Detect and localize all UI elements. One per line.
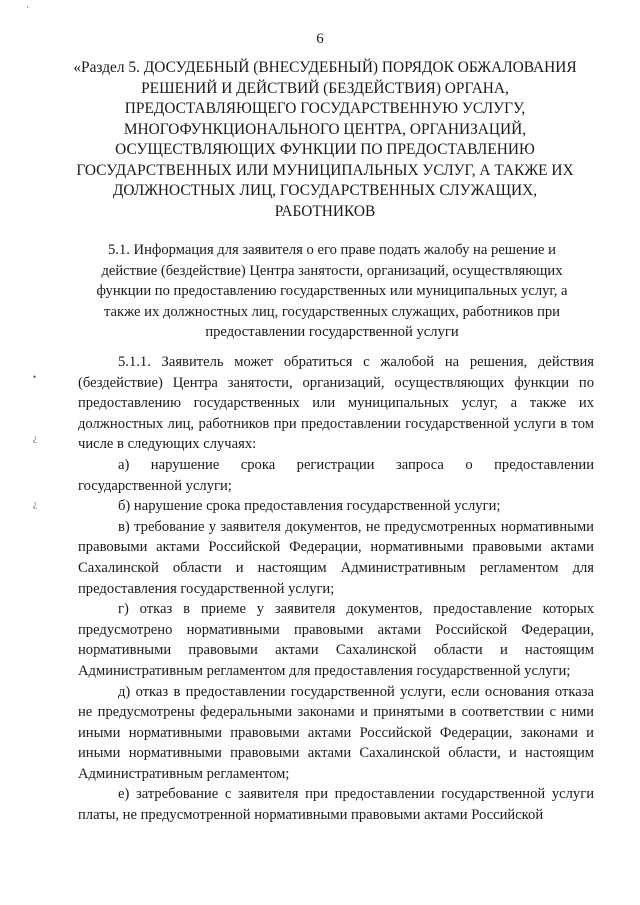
scan-mark: · [26, 2, 29, 12]
list-item-d: д) отказ в предоставлении государственной услуги, если основания отказа не предусмотрены федеральными законами и принятыми в соответствии с ними иными нормативными правовыми актами Российской Федерации, законами и иными нормативными правовыми актами Сахалинской области, и настоящим Административным регламентом; [78, 683, 594, 782]
page-number: 6 [316, 31, 324, 47]
scan-mark: • [33, 372, 37, 382]
list-item-v: в) требование у заявителя документов, не предусмотренных нормативными правовыми актами Российской Федерации, нормативными правовыми актами Сахалинской области и настоящим Административным регламентом для предоставления государственной услуги; [78, 518, 594, 597]
list-item-e: е) затребование с заявителя при предоставлении государственной услуги платы, не предусмотренной нормативными правовыми актами Российской [78, 786, 594, 824]
scan-mark: ¿ [33, 433, 37, 443]
paragraph-5-1-1: 5.1.1. Заявитель может обратиться с жалобой на решения, действия (бездействие) Центра занятости, организаций, осуществляющих функции по предоставлению государственных или муниципальных услуг, а также их должностных лиц, работников при предоставлении государственной услуги в том числе в следующих случаях: [78, 354, 594, 453]
list-item-b: б) нарушение срока предоставления государственной услуги; [118, 498, 501, 515]
section-title: «Раздел 5. ДОСУДЕБНЫЙ (ВНЕСУДЕБНЫЙ) ПОРЯДОК ОБЖАЛОВАНИЯ РЕШЕНИЙ И ДЕЙСТВИЙ (БЕЗДЕЙСТВИЯ) ОРГАНА, ПРЕДОСТАВЛЯЮЩЕГО ГОСУДАРСТВЕННУЮ УСЛУГУ, МНОГОФУНКЦИОНАЛЬНОГО ЦЕНТРА, ОРГАНИЗАЦИЙ, ОСУЩЕСТВЛЯЮЩИХ ФУНКЦИИ ПО ПРЕДОСТАВЛЕНИЮ ГОСУДАРСТВЕННЫХ ИЛИ МУНИЦИПАЛЬНЫХ УСЛУГ, А ТАКЖЕ ИХ ДОЛЖНОСТНЫХ ЛИЦ, ГОСУДАРСТВЕННЫХ СЛУЖАЩИХ, РАБОТНИКОВ [73, 59, 577, 220]
body-text [78, 352, 594, 826]
list-item-g: г) отказ в приеме у заявителя документов, предоставление которых предусмотрено нормативными правовыми актами Российской Федерации, нормативными правовыми актами Сахалинской области и настоящим Административным регламентом для предоставления государственной услуги; [78, 601, 594, 679]
list-item-a: а) нарушение срока регистрации запроса о предоставлении государственной услуги; [78, 456, 594, 494]
subsection-title: 5.1. Информация для заявителя о его праве подать жалобу на решение и действие (бездействие) Центра занятости, организаций, осуществляющих функции по предоставлению государственных или муниципальных услуг, а также их должностных лиц, государственных служащих, работников при предоставлении государственной услуги [96, 242, 568, 340]
scan-mark: ¿ [33, 499, 37, 509]
